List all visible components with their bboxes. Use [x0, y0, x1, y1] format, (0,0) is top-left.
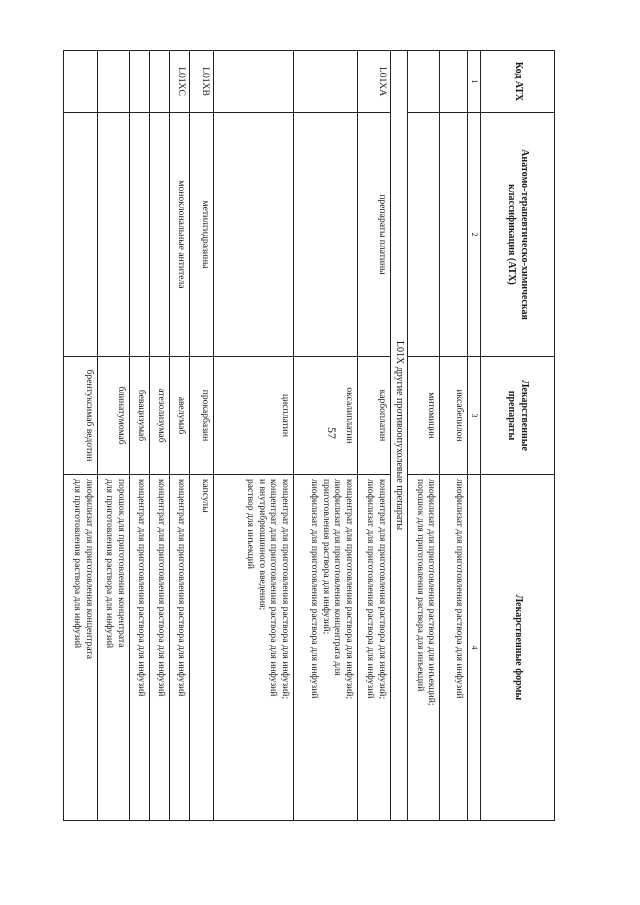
table-row [190, 51, 214, 821]
drug-name: блинатумомаб [98, 357, 130, 475]
drug-name: атезолизумаб [150, 357, 170, 475]
atc-code: L01XA [358, 51, 391, 113]
atc-class: препараты платины [358, 113, 391, 357]
dosage-form-line: порошок для приготовления раствора для инъекций [414, 479, 426, 692]
dosage-form-line: лиофилизат для приготовления раствора для инъекций; [426, 479, 438, 706]
colnum-3: 3 [468, 357, 481, 475]
atc-table [63, 50, 555, 821]
dosage-form-line: порошок для приготовления концентрата [116, 479, 128, 648]
dosage-form-line: лиофилизат для приготовления раствора для инфузий [308, 479, 320, 699]
dosage-form-line: концентрат для приготовления раствора для инфузий [136, 479, 148, 697]
dosage-form-line: для приготовления раствора для инфузий [72, 479, 84, 649]
dosage-form-line: лиофилизат для приготовления концентрата [84, 479, 96, 659]
dosage-form-line: для приготовления раствора для инфузий [104, 479, 116, 649]
table-row [214, 51, 294, 821]
atc-code [440, 51, 468, 113]
table-row [150, 51, 170, 821]
atc-code [294, 51, 358, 113]
dosage-form-line: концентрат для приготовления раствора для инфузий [156, 479, 168, 697]
atc-class [294, 113, 358, 357]
atc-class [440, 113, 468, 357]
drug-name: цисплатин [214, 357, 294, 475]
drug-name: митомицин [408, 357, 440, 475]
table-row [170, 51, 190, 821]
table-row [64, 51, 98, 821]
header-drugs: Лекарственные препараты [481, 357, 555, 475]
table-row [358, 51, 391, 821]
drug-name: авелумаб [170, 357, 190, 475]
atc-class [64, 113, 98, 357]
header-code: Код АТХ [481, 51, 555, 113]
dosage-forms [98, 475, 130, 821]
dosage-forms [64, 475, 98, 821]
table-row [440, 51, 468, 821]
atc-code [130, 51, 150, 113]
atc-class [150, 113, 170, 357]
dosage-forms [294, 475, 358, 821]
page-number: 57 [325, 427, 339, 439]
dosage-form-line: капсулы [200, 479, 212, 513]
dosage-form-line: концентрат для приготовления раствора для инфузий; [280, 479, 292, 700]
colnum-1: 1 [468, 51, 481, 113]
drug-name: карбоплатин [358, 357, 391, 475]
dosage-forms [150, 475, 170, 821]
atc-code [408, 51, 440, 113]
dosage-form-line: приготовления раствора для инфузий; [320, 479, 332, 635]
dosage-forms [170, 475, 190, 821]
dosage-forms [440, 475, 468, 821]
atc-code: L01XB [190, 51, 214, 113]
dosage-form-line: концентрат для приготовления раствора для инфузий [268, 479, 280, 697]
drug-name: брентуксимаб ведотин [64, 357, 98, 475]
atc-code [64, 51, 98, 113]
dosage-forms [130, 475, 150, 821]
atc-class [214, 113, 294, 357]
dosage-form-line: лиофилизат для приготовления раствора для инфузий [365, 479, 377, 699]
atc-code [214, 51, 294, 113]
section-title: L01X другие противоопухолевые препараты [391, 51, 408, 821]
table-body [64, 51, 468, 821]
drug-name: бевацизумаб [130, 357, 150, 475]
atc-code [150, 51, 170, 113]
drug-name: прокарбазин [190, 357, 214, 475]
table-row [408, 51, 440, 821]
atc-code: L01XC [170, 51, 190, 113]
dosage-forms [358, 475, 391, 821]
dosage-form-line: концентрат для приготовления раствора для инфузий [176, 479, 188, 697]
dosage-form-line: концентрат для приготовления раствора для инфузий; [344, 479, 356, 700]
atc-class [130, 113, 150, 357]
atc-class [408, 113, 440, 357]
atc-class: моноклональные антитела [170, 113, 190, 357]
atc-code [98, 51, 130, 113]
atc-class: метилгидразины [190, 113, 214, 357]
dosage-form-line: и внутрибрюшинного введения; [256, 479, 268, 611]
dosage-form-line: раствор для инъекций [244, 479, 256, 569]
colnum-2: 2 [468, 113, 481, 357]
table-row [294, 51, 358, 821]
drug-name: оксалиплатин [294, 357, 358, 475]
drug-name: иксабепилон [440, 357, 468, 475]
table-row [130, 51, 150, 821]
dosage-form-line: лиофилизат для приготовления раствора для инфузий [454, 479, 466, 699]
dosage-forms [214, 475, 294, 821]
dosage-form-line: лиофилизат для приготовления концентрата для [332, 479, 344, 676]
header-forms: Лекарственные формы [481, 475, 555, 821]
dosage-form-line: концентрат для приготовления раствора для инфузий; [377, 479, 389, 700]
table-row [98, 51, 130, 821]
section-row [391, 51, 408, 821]
header-classification: Анатомо-терапевтическо-химическая классификация (АТХ) [481, 113, 555, 357]
colnum-4: 4 [468, 475, 481, 821]
atc-class [98, 113, 130, 357]
dosage-forms [190, 475, 214, 821]
dosage-forms [408, 475, 440, 821]
